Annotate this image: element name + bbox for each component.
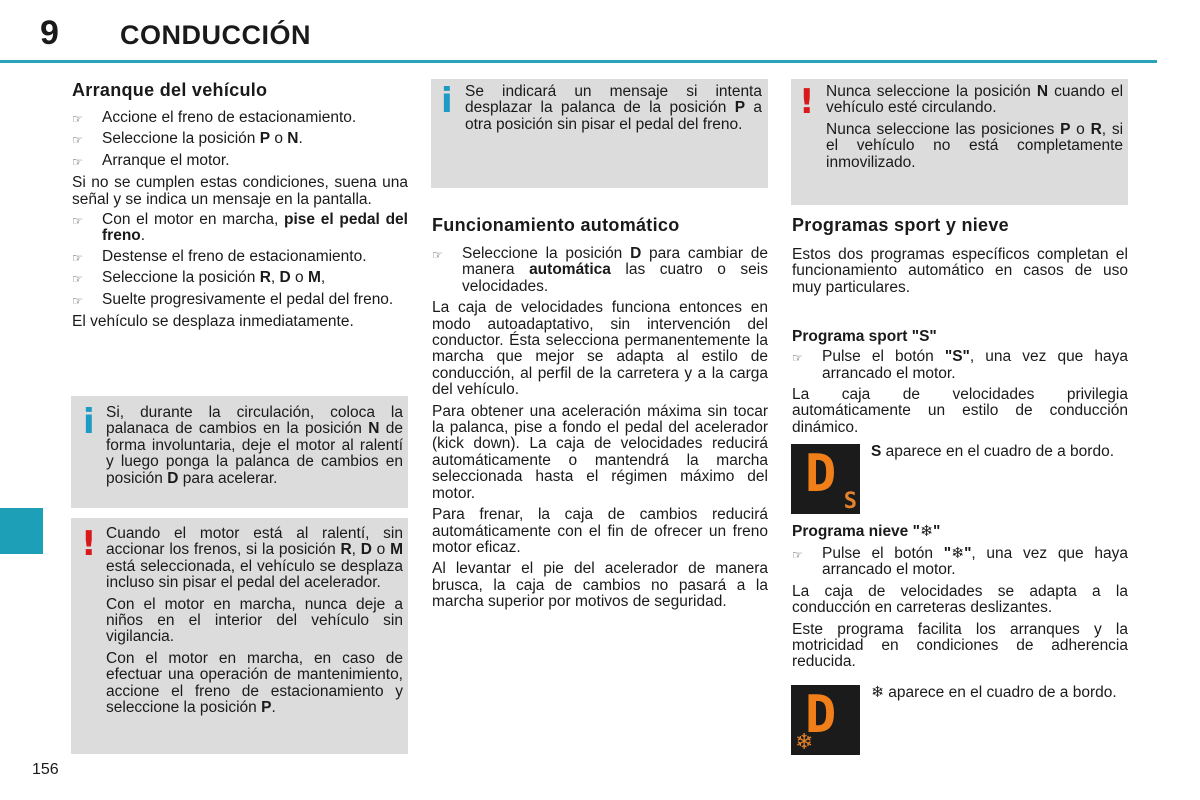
subsection-heading: Programa nieve "❄" xyxy=(792,523,941,540)
info-icon: i xyxy=(83,402,95,442)
list-item: ☞ Pulse el botón "❄", una vez que haya arrancado el motor. xyxy=(792,545,1128,579)
warning-icon: ! xyxy=(799,82,815,122)
info-icon: i xyxy=(441,81,453,121)
list-item: ☞ Pulse el botón "S", una vez que haya arrancado el motor. xyxy=(792,348,1128,382)
snow-mode-display xyxy=(791,685,860,755)
gear-d-indicator: D xyxy=(805,685,837,745)
hand-pointer-icon: ☞ xyxy=(72,250,83,265)
hand-pointer-icon: ☞ xyxy=(432,248,443,262)
paragraph: La caja de velocidades se adapta a la conducción en carreteras deslizantes. xyxy=(792,582,1128,617)
gear-d-indicator: D xyxy=(805,444,837,504)
chapter-side-tab xyxy=(0,508,43,554)
warning-box-neutral xyxy=(791,79,1128,205)
warning-text: Con el motor en marcha, en caso de efectuar una operación de mantenimiento, accione el freno de estacionamiento y seleccione la posición P. xyxy=(106,649,403,717)
warning-icon: ! xyxy=(81,524,97,564)
warning-text: Con el motor en marcha, nunca deje a niños en el interior del vehículo sin vigilancia. xyxy=(106,595,403,646)
paragraph: Este programa facilita los arranques y la motricidad en condiciones de adherencia reducida. xyxy=(792,620,1128,671)
sport-caption: S aparece en el cuadro de a bordo. xyxy=(871,443,1115,460)
paragraph: Estos dos programas específicos completan el funcionamiento automático en casos de uso muy particulares. xyxy=(792,246,1128,296)
snowflake-icon: ❄ xyxy=(795,729,814,754)
list-item: ☞ Con el motor en marcha, pise el pedal del freno. xyxy=(72,211,408,245)
hand-pointer-icon: ☞ xyxy=(72,133,83,148)
info-box-lever xyxy=(431,79,768,188)
subsection-heading: Programa sport "S" xyxy=(792,328,937,346)
sport-mode-display xyxy=(791,444,860,514)
list-item: ☞ Seleccione la posición R, D o M, xyxy=(72,269,326,287)
hand-pointer-icon: ☞ xyxy=(72,154,83,169)
paragraph: El vehículo se desplaza inmediatamente. xyxy=(72,313,354,331)
list-item: ☞ Seleccione la posición P o N. xyxy=(72,130,303,148)
warning-text: Nunca seleccione la posición N cuando el vehículo esté circulando. xyxy=(826,83,1124,117)
header-rule xyxy=(0,60,1157,63)
info-text: Si, durante la circulación, coloca la palanaca de cambios en la posición N de forma involuntaria, deje el motor al ralentí y luego ponga la palanca de cambios en posición D para acelerar. xyxy=(106,404,403,487)
hand-pointer-icon: ☞ xyxy=(72,293,83,308)
list-item: ☞ Accione el freno de estacionamiento. xyxy=(72,109,357,126)
paragraph: Si no se cumplen estas condiciones, suena una señal y se indica un mensaje en la pantalla. xyxy=(72,174,408,208)
column-automatic-mode xyxy=(432,214,768,611)
page-number: 156 xyxy=(32,761,59,778)
column-vehicle-start xyxy=(72,79,408,330)
paragraph: La caja de velocidades privilegia automáticamente un estilo de conducción dinámico. xyxy=(792,386,1128,436)
hand-pointer-icon: ☞ xyxy=(72,112,83,126)
list-item: ☞ Suelte progresivamente el pedal del freno. xyxy=(72,290,394,308)
warning-text: Cuando el motor está al ralentí, sin accionar los frenos, si la posición R, D o M está seleccionada, el vehículo se desplaza incluso sin pisar el pedal del acelerador. xyxy=(106,525,403,592)
snow-section xyxy=(792,523,1128,671)
sport-indicator: S xyxy=(843,489,857,514)
chapter-number: 9 xyxy=(40,14,59,52)
chapter-title: CONDUCCIÓN xyxy=(120,20,311,50)
warning-text: Nunca seleccione las posiciones P o R, si el vehículo no está completamente inmovilizado. xyxy=(826,120,1124,171)
hand-pointer-icon: ☞ xyxy=(72,214,83,229)
hand-pointer-icon: ☞ xyxy=(792,351,803,366)
paragraph: Para frenar, la caja de cambios reducirá automáticamente con el fin de ofrecer un freno motor eficaz. xyxy=(432,506,768,556)
list-item: ☞ Arranque el motor. xyxy=(72,151,230,169)
section-heading: Programas sport y nieve xyxy=(792,215,1009,235)
column-sport-snow xyxy=(792,214,1128,436)
info-box-neutral xyxy=(71,396,408,508)
list-item: ☞ Destense el freno de estacionamiento. xyxy=(72,247,367,265)
list-item: ☞ Seleccione la posición D para cambiar de manera automática las cuatro o seis velocidades. xyxy=(432,245,768,295)
warning-box-idle xyxy=(71,518,408,754)
paragraph: La caja de velocidades funciona entonces en modo autoadaptativo, sin intervención del conductor. Ésta selecciona permanentemente la marcha que mejor se adapta al estilo de conducción, al perfil de la carretera y a la carga del vehículo. xyxy=(432,299,768,399)
snow-caption: ❄ aparece en el cuadro de a bordo. xyxy=(871,684,1117,701)
hand-pointer-icon: ☞ xyxy=(72,272,83,287)
paragraph: Al levantar el pie del acelerador de manera brusca, la caja de cambios no pasará a la marcha superior por motivos de seguridad. xyxy=(432,560,768,611)
paragraph: Para obtener una aceleración máxima sin tocar la palanca, pise a fondo el pedal del acelerador (kick down). La caja de velocidades reducirá automáticamente o mantendrá la marcha seleccionada hasta el régimen máximo del motor. xyxy=(432,402,768,502)
section-heading: Arranque del vehículo xyxy=(72,80,268,100)
info-text: Se indicará un mensaje si intenta desplazar la palanca de la posición P a otra posición sin pisar el pedal del freno. xyxy=(465,83,762,133)
hand-pointer-icon: ☞ xyxy=(792,548,803,562)
section-heading: Funcionamiento automático xyxy=(432,215,680,235)
